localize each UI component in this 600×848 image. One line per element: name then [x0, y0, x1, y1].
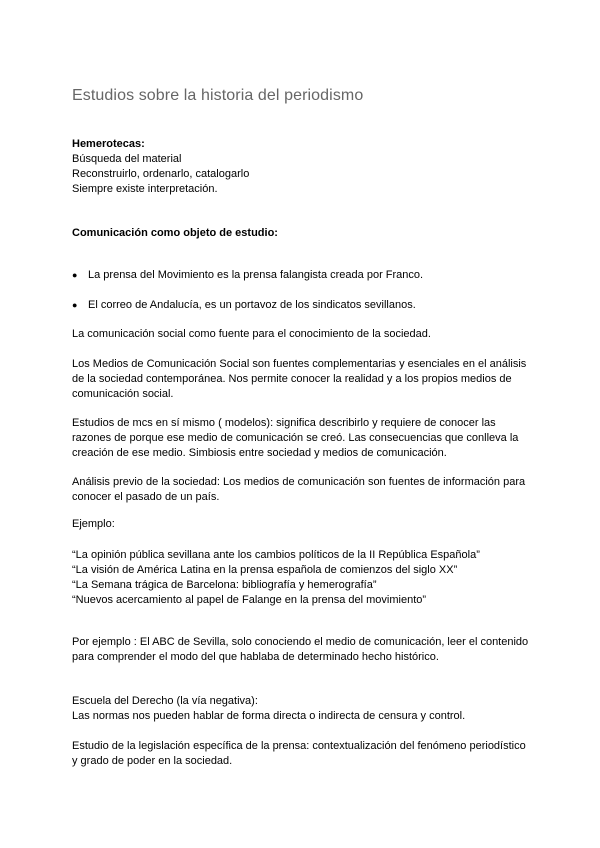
- paragraph-text: La comunicación social como fuente para el conocimiento de la sociedad.: [72, 328, 431, 340]
- paragraph-text: Los Medios de Comunicación Social son fuentes complementarias y esenciales en el análisis de la sociedad contemporánea. Nos permite conocer la realidad y a los propios medios de comunicación social.: [72, 358, 527, 400]
- bullet-text: El correo de Andalucía, es un portavoz de los sindicatos sevillanos.: [88, 299, 416, 311]
- paragraph: [72, 416, 532, 461]
- escuela-text: Las normas nos pueden hablar de forma directa o indirecta de censura y control.: [72, 710, 466, 722]
- page-title: Estudios sobre la historia del periodismo: [72, 87, 364, 104]
- example-item: “La opinión pública sevillana ante los cambios políticos de la II República Española”: [72, 549, 480, 561]
- paragraph: [72, 357, 532, 402]
- paragraph: [72, 739, 532, 769]
- example-item: “La Semana trágica de Barcelona: bibliografía y hemerografía”: [72, 579, 377, 591]
- hemerotecas-line: Reconstruirlo, ordenarlo, catalogarlo: [72, 168, 250, 180]
- paragraph: [72, 327, 532, 342]
- paragraph-text: Análisis previo de la sociedad: Los medios de comunicación son fuentes de información para conocer el pasado de un país.: [72, 476, 526, 503]
- hemerotecas-line: Búsqueda del material: [72, 153, 182, 165]
- paragraph: [72, 635, 532, 665]
- bullet-item: [72, 298, 416, 313]
- bullet-icon: ●: [72, 270, 78, 280]
- comunicacion-section: [72, 226, 532, 241]
- paragraph-text: Estudios de mcs en sí mismo ( modelos): significa describirlo y requiere de conocer las razones de porque ese medio de comunicación se creó. Las consecuencias que conlleva la creación de ese medio. Simbiosis entre sociedad y medios de comunicación.: [72, 417, 519, 459]
- example-label: Ejemplo:: [72, 518, 115, 530]
- bullet-text: La prensa del Movimiento es la prensa falangista creada por Franco.: [88, 269, 424, 281]
- escuela-section: [72, 694, 532, 724]
- paragraph-text: Estudio de la legislación específica de la prensa: contextualización del fenómeno periodístico y grado de poder en la sociedad.: [72, 740, 526, 767]
- hemerotecas-heading: Hemerotecas:: [72, 138, 145, 150]
- paragraph: [72, 517, 532, 532]
- example-item: “La visión de América Latina en la prensa española de comienzos del siglo XX”: [72, 564, 458, 576]
- comunicacion-heading: Comunicación como objeto de estudio:: [72, 227, 278, 239]
- examples-list: [72, 548, 532, 608]
- bullet-icon: ●: [72, 300, 78, 310]
- hemerotecas-line: Siempre existe interpretación.: [72, 183, 218, 195]
- bullet-item: [72, 268, 424, 283]
- escuela-heading: Escuela del Derecho (la vía negativa):: [72, 695, 258, 707]
- example-item: “Nuevos acercamiento al papel de Falange en la prensa del movimiento”: [72, 594, 427, 606]
- paragraph: [72, 475, 532, 505]
- paragraph-text: Por ejemplo : El ABC de Sevilla, solo conociendo el medio de comunicación, leer el contenido para comprender el modo del que hablaba de determinado hecho histórico.: [72, 636, 529, 663]
- hemerotecas-section: [72, 137, 532, 197]
